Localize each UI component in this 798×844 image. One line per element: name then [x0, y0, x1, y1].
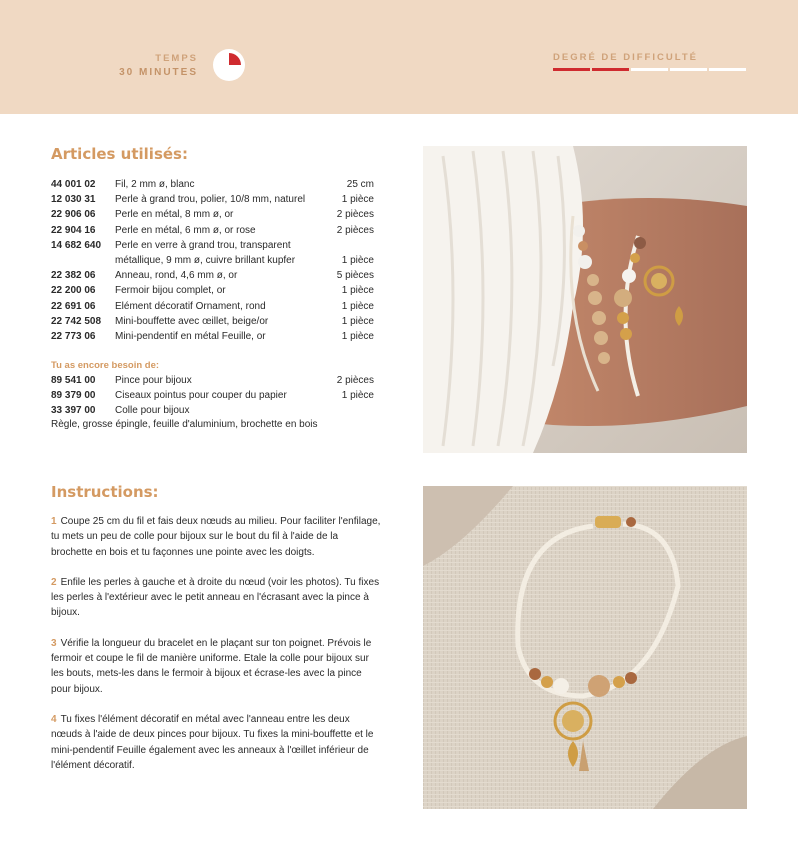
item-code: 22 382 06 — [51, 270, 96, 282]
articles-title: Articles utilisés: — [51, 145, 188, 163]
difficulty-segment — [631, 68, 668, 71]
item-code: 89 541 00 — [51, 375, 96, 386]
item-code: 22 691 06 — [51, 300, 96, 312]
item-description: métallique, 9 mm ø, cuivre brillant kupfer — [115, 255, 296, 267]
list-item — [51, 283, 374, 298]
item-description: Ciseaux pointus pour couper du papier — [115, 390, 287, 402]
instruction-step — [51, 514, 381, 560]
item-quantity: 1 pièce — [341, 390, 374, 402]
item-code: 22 904 16 — [51, 224, 96, 236]
item-quantity: 1 pièce — [341, 255, 374, 267]
item-quantity: 1 pièce — [341, 194, 374, 206]
item-quantity: 1 pièce — [341, 331, 374, 343]
item-description: Perle à grand trou, polier, 10/8 mm, naturel — [115, 194, 306, 206]
item-code: 89 379 00 — [51, 390, 96, 402]
instruction-step — [51, 712, 381, 773]
step-number: 3 — [51, 637, 57, 649]
item-description: Perle en verre à grand trou, transparent — [115, 239, 291, 251]
list-item — [51, 238, 374, 253]
item-code: 14 682 640 — [51, 239, 102, 251]
timer-icon — [212, 48, 246, 82]
item-quantity: 2 pièces — [336, 209, 374, 221]
step-number: 2 — [51, 576, 57, 588]
item-code — [51, 253, 115, 268]
item-description: Fil, 2 mm ø, blanc — [115, 179, 195, 190]
item-quantity — [314, 238, 374, 253]
instruction-step — [51, 575, 381, 621]
step-text: Tu fixes l'élément décoratif en métal avec l'anneau entre les deux nœuds à l'aide de deux pinces pour bijoux. Tu fixes la mini-bouffette et le mini-pendentif Feuille également avec les anneaux à l'œillet inférieur de l'élément décoratif. — [51, 713, 374, 771]
articles-list — [51, 177, 374, 344]
difficulty-meter — [553, 68, 746, 71]
list-item — [51, 299, 374, 314]
photo-wrist-bracelets — [423, 146, 747, 453]
step-text: Coupe 25 cm du fil et fais deux nœuds au milieu. Pour faciliter l'enfilage, tu mets un peu de colle pour bijoux sur le bout du fil à l'aide de la brochette en bois et tu façonnes une pointe avec les doigts. — [51, 516, 381, 558]
item-quantity: 1 pièce — [341, 315, 374, 327]
item-code: 22 200 06 — [51, 285, 96, 297]
item-quantity: 1 pièce — [341, 300, 374, 312]
item-description: Perle en métal, 8 mm ø, or — [115, 209, 234, 221]
list-item — [51, 192, 374, 207]
list-item — [51, 207, 374, 222]
difficulty-segment — [592, 68, 629, 71]
item-code: 22 906 06 — [51, 209, 96, 221]
list-item — [51, 373, 374, 388]
step-text: Vérifie la longueur du bracelet en le plaçant sur ton poignet. Prévois le fermoir et coupe le fil de manière uniforme. Etale la colle pour bijoux sur les bouts, mets-les dans le fermoir à bijoux et écrase-les avec la pince pour bijoux. — [51, 637, 372, 695]
step-number: 4 — [51, 713, 57, 725]
photo-bracelet-closeup — [423, 486, 747, 809]
list-item — [51, 388, 374, 403]
item-code: 22 742 508 — [51, 315, 102, 327]
item-quantity — [314, 403, 374, 418]
item-description: Colle pour bijoux — [115, 405, 190, 417]
list-item — [51, 223, 374, 238]
time-label: TEMPS — [155, 53, 198, 64]
step-text: Enfile les perles à gauche et à droite du nœud (voir les photos). Tu fixes les perles à l'extérieur avec le petit anneau en l'écrasant avec la pince à bijoux. — [51, 576, 380, 619]
instruction-step — [51, 636, 381, 697]
item-quantity: 1 pièce — [341, 285, 374, 297]
item-quantity: 5 pièces — [336, 270, 374, 282]
difficulty-segment — [709, 68, 746, 71]
item-code: 22 773 06 — [51, 331, 96, 343]
item-description: Pince pour bijoux — [115, 375, 192, 386]
difficulty-segment — [553, 68, 590, 71]
header-band — [0, 0, 798, 114]
item-quantity: 25 cm — [346, 179, 374, 190]
item-code: 33 397 00 — [51, 405, 96, 417]
list-item — [51, 268, 374, 283]
item-description: Perle en métal, 6 mm ø, or rose — [115, 224, 256, 236]
time-value: 30 MINUTES — [119, 67, 198, 78]
item-quantity: 2 pièces — [336, 224, 374, 236]
item-description: Mini-pendentif en métal Feuille, or — [115, 331, 266, 343]
extras-note: Règle, grosse épingle, feuille d'aluminium, brochette en bois — [51, 419, 318, 430]
step-number: 1 — [51, 516, 57, 527]
list-item — [51, 253, 374, 268]
item-description: Mini-bouffette avec œillet, beige/or — [115, 315, 269, 327]
item-code: 12 030 31 — [51, 194, 96, 206]
item-description: Fermoir bijou complet, or — [115, 285, 226, 297]
item-description: Anneau, rond, 4,6 mm ø, or — [115, 270, 238, 282]
list-item — [51, 403, 374, 418]
item-quantity: 2 pièces — [336, 375, 374, 386]
extras-title: Tu as encore besoin de: — [51, 360, 160, 371]
list-item — [51, 314, 374, 329]
difficulty-label: DEGRÉ DE DIFFICULTÉ — [553, 52, 698, 63]
time-info — [119, 52, 198, 80]
item-code: 44 001 02 — [51, 179, 96, 190]
instructions-title: Instructions: — [51, 483, 159, 501]
list-item — [51, 329, 374, 344]
instructions-steps — [51, 514, 381, 788]
list-item — [51, 177, 374, 192]
extras-list — [51, 373, 374, 419]
item-description: Elément décoratif Ornament, rond — [115, 300, 266, 312]
difficulty-segment — [670, 68, 707, 71]
